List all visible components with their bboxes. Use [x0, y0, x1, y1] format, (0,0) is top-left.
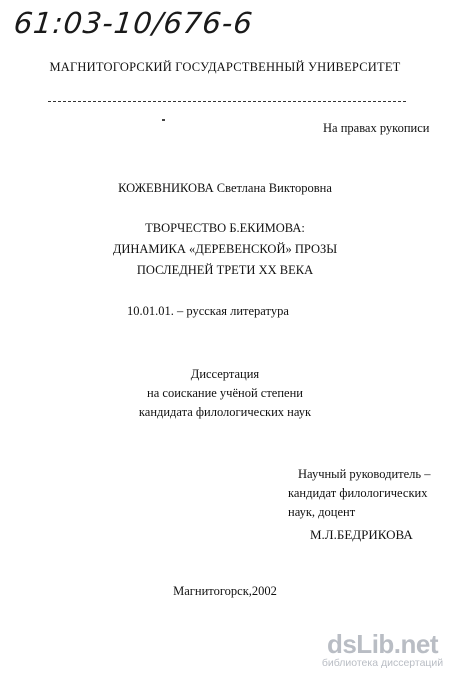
degree-line: на соискание учёной степени	[147, 386, 303, 400]
city-and-year: Магнитогорск,2002	[173, 584, 277, 598]
degree-line: Диссертация	[190, 367, 260, 381]
author-name: КОЖЕВНИКОВА Светлана Викторовна	[118, 181, 332, 195]
scan-speck	[162, 119, 165, 121]
advisor-name: М.Л.БЕДРИКОВА	[310, 527, 413, 542]
manuscript-rights-note: На правах рукописи	[323, 121, 430, 135]
title-line: ДИНАМИКА «ДЕРЕВЕНСКОЙ» ПРОЗЫ	[112, 242, 338, 256]
title-line: ПОСЛЕДНЕЙ ТРЕТИ ХХ ВЕКА	[136, 263, 314, 277]
scientific-advisor	[288, 465, 430, 544]
specialty-code: 10.01.01. – русская литература	[127, 304, 289, 318]
degree-statement	[0, 365, 450, 422]
dissertation-title	[0, 218, 450, 281]
university-name: МАГНИТОГОРСКИЙ ГОСУДАРСТВЕННЫЙ УНИВЕРСИТЕТ	[49, 60, 401, 74]
title-line: ТВОРЧЕСТВО Б.ЕКИМОВА:	[145, 221, 305, 235]
advisor-role: Научный руководитель –	[298, 467, 431, 481]
advisor-title: наук, доцент	[288, 505, 356, 519]
watermark-logo: dsLib.net	[326, 629, 439, 659]
advisor-degree: кандидат филологических	[288, 486, 428, 500]
dslib-watermark	[320, 631, 445, 669]
handwritten-archive-code: 61:03-10/676-6	[12, 6, 255, 40]
watermark-subtitle: библиотека диссертаций	[321, 657, 444, 669]
separator-line	[48, 101, 406, 102]
degree-line: кандидата филологических наук	[138, 405, 312, 419]
